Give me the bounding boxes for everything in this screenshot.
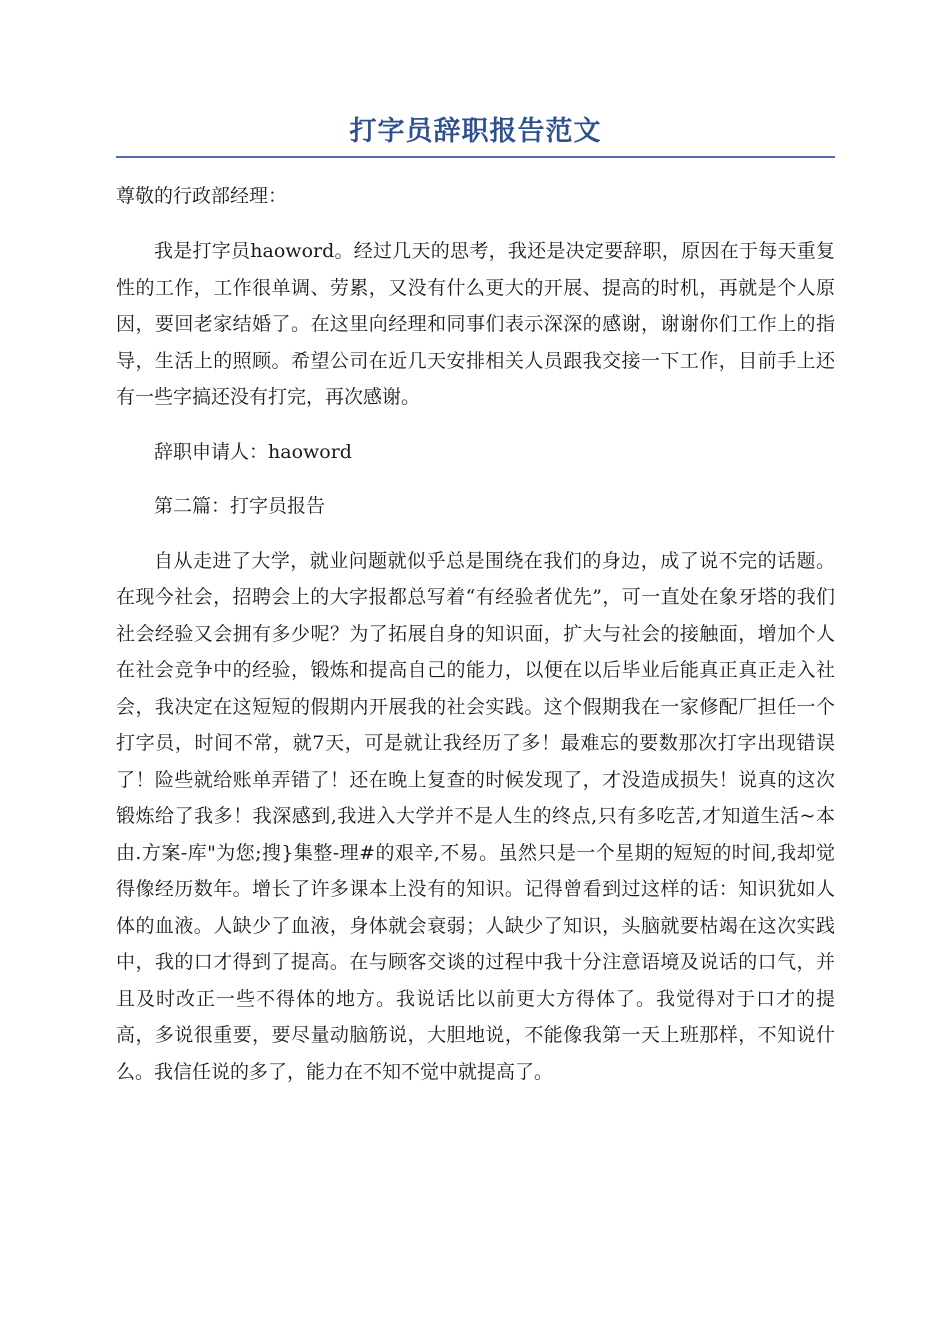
second-article-heading: 第二篇：打字员报告 xyxy=(154,495,326,517)
title-underline xyxy=(116,156,835,158)
report-paragraph: 自从走进了大学，就业问题就似乎总是围绕在我们的身边，成了说不完的话题。在现今社会，招聘会上的大字报都总写着“有经验者优先”，可一直处在象牙塔的我们社会经验又会拥有多少呢？为了拓展自身的知识面，扩大与社会的接触面，增加个人在社会竞争中的经验，锻炼和提高自己的能力，以便在以后毕业后能真正真正走入社会，我决定在这短短的假期内开展我的社会实践。这个假期我在一家修配厂担任一个打字员，时间不常，就7天，可是就让我经历了多！最难忘的要数那次打字出现错误了！险些就给账单弄错了！还在晚上复查的时候发现了，才没造成损失！说真的这次锻炼给了我多！我深感到,我进入大学并不是人生的终点,只有多吃苦,才知道生活~本由.方案-库"为您;搜}集整-理#的艰辛,不易。虽然只是一个星期的短短的时间,我却觉得像经历数年。增长了许多课本上没有的知识。记得曾看到过这样的话：知识犹如人体的血液。人缺少了血液，身体就会衰弱；人缺少了知识，头脑就要枯竭在这次实践中，我的口才得到了提高。在与顾客交谈的过程中我十分注意语境及说话的口气，并且及时改正一些不得体的地方。我说话比以前更大方得体了。我觉得对于口才的提高，多说很重要，要尽量动脑筋说，大胆地说，不能像我第一天上班那样，不知说什么。我信任说的多了，能力在不知不觉中就提高了。 xyxy=(116,549,835,1083)
signature-line: 辞职申请人：haoword xyxy=(154,440,352,463)
resignation-paragraph: 我是打字员haoword。经过几天的思考，我还是决定要辞职，原因在于每天重复性的工作，工作很单调、劳累，又没有什么更大的开展、提高的时机，再就是个人原因，要回老家结婚了。在这里向经理和同事们表示深深的感谢，谢谢你们工作上的指导，生活上的照顾。希望公司在近几天安排相关人员跟我交接一下工作，目前手上还有一些字搞还没有打完，再次感谢。 xyxy=(116,240,835,408)
document-title: 打字员辞职报告范文 xyxy=(349,116,602,147)
salutation: 尊敬的行政部经理： xyxy=(116,185,288,207)
document-page xyxy=(116,112,835,1090)
